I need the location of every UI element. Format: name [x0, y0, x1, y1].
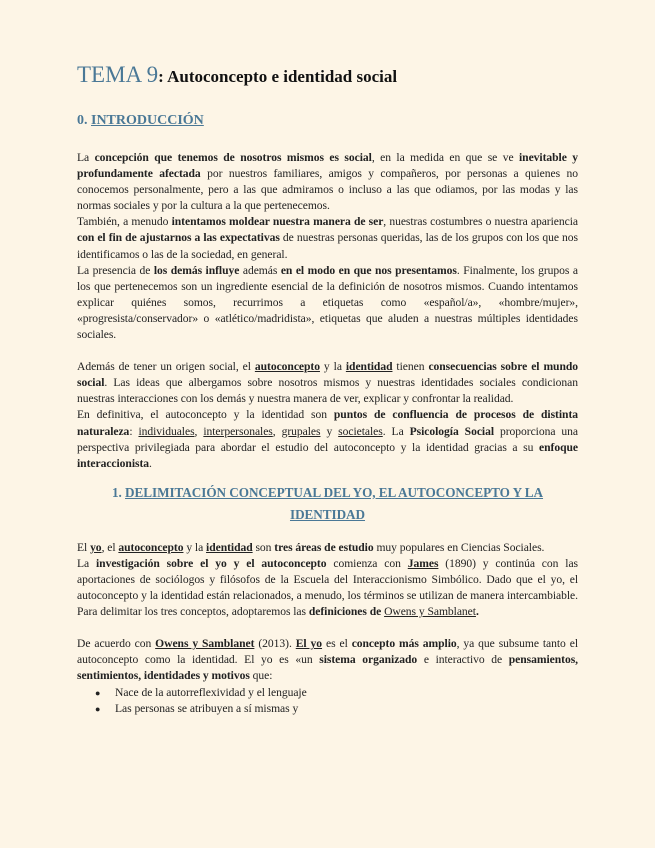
section-title: INTRODUCCIÓN [91, 113, 204, 128]
title-text: : Autoconcepto e identidad social [158, 67, 398, 86]
paragraph-7: La investigación sobre el yo y el autoconcepto comienza con James (1890) y continúa con las aportaciones de sociólogos y filósofos de la Escuela del Interaccionismo Simbólico. Dado que el yo, el autoconcepto y la identidad están relacionados, a menudo, los términos se utilizan de manera intercambiable. Para delimitar los tres conceptos, adoptaremos las definiciones de Owens y Samblanet. [77, 556, 579, 619]
paragraph-8: De acuerdo con Owens y Samblanet (2013). El yo es el concepto más amplio, ya que subsume tanto el autoconcepto como la identidad. El yo es «un sistema organizado e interactivo de pensamientos, sentimientos, identidades y motivos que: [77, 637, 579, 683]
section-title: DELIMITACIÓN CONCEPTUAL DEL YO, EL AUTOCONCEPTO Y LA IDENTIDAD [125, 484, 544, 522]
bullet-list [77, 685, 578, 717]
spacer [77, 620, 578, 636]
paragraph-5: En definitiva, el autoconcepto y la identidad son puntos de confluencia de procesos de distinta naturaleza: individuales, interpersonales, grupales y societales. La Psicología Social proporciona una perspectiva privilegiada para abordar el estudio del autoconcepto y la identidad gracias a su enfoque interaccionista. [77, 408, 578, 470]
section-number: 1. [111, 484, 126, 500]
section-heading-introduccion [77, 113, 204, 129]
section-number: 0. [77, 113, 91, 128]
paragraph-6: El yo, el autoconcepto y la identidad son tres áreas de estudio muy populares en Ciencias Sociales. [77, 540, 545, 554]
title-tema: TEMA 9 [77, 62, 159, 87]
document-body [77, 150, 578, 717]
paragraph-1: La concepción que tenemos de nosotros mismos es social, en la medida en que se ve inevitable y profundamente afectada por nuestros familiares, amigos y compañeros, por personas a quienes no conocemos personalmente, pero a las que admiramos o incluso a las que odiamos, por las modas y las normas sociales y por la cultura a la que pertenecemos. [77, 151, 578, 213]
section-heading-delimitacion [77, 482, 578, 526]
paragraph-2: También, a menudo intentamos moldear nuestra manera de ser, nuestras costumbres o nuestra apariencia con el fin de ajustarnos a las expectativas de nuestras personas queridas, las de los grupos con los que nos identificamos o las de la sociedad, en general. [77, 215, 579, 261]
list-item: ● Nace de la autorreflexividad y el lenguaje [95, 685, 578, 701]
paragraph-4: Además de tener un origen social, el autoconcepto y la identidad tienen consecuencias sobre el mundo social. Las ideas que albergamos sobre nosotros mismos y nuestras identidades sociales condicionan nuestras interacciones con los demás y nuestra manera de ver, explicar y confrontar la realidad. [77, 360, 578, 406]
paragraph-3: La presencia de los demás influye además en el modo en que nos presentamos. Finalmente, los grupos a los que pertenecemos son un ingrediente esencial de la definición de nosotros mismos. Cuando intentamos explicar quiénes somos, recurrimos a etiquetas como «español/a», «hombre/mujer», «progresista/conservador» o «atlético/madridista», etiquetas que aluden a nuestras múltiples identidades sociales. [77, 263, 578, 342]
page-title [77, 62, 397, 88]
list-item: ● Las personas se atribuyen a sí mismas y [95, 701, 578, 717]
spacer [77, 343, 578, 359]
